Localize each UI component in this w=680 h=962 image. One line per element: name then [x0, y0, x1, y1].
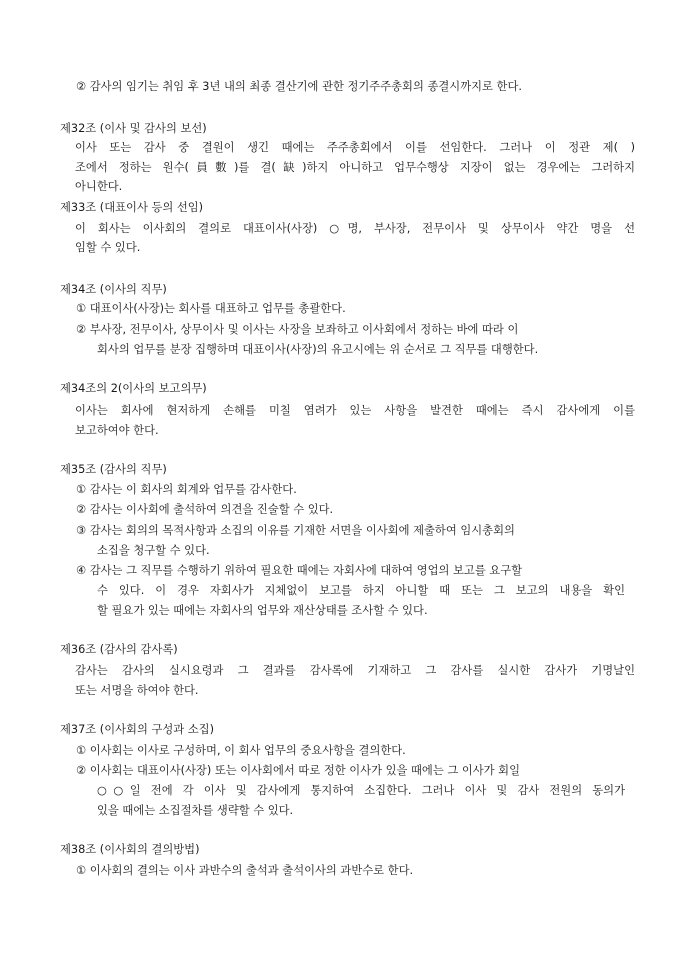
article-32-text: 아니한다.	[75, 180, 123, 193]
article-35-item-4-cont: 수 있다. 이 경우 자회사가 지체없이 보고를 하지 아니할 때 또는 그 보고의 내용을 확인	[97, 584, 625, 597]
article-34-item-2: ② 부사장, 전무이사, 상무이사 및 이사는 사장을 보좌하고 이사회에서 정하는 바에 따라 이	[76, 323, 519, 336]
article-34-heading: 제34조 (이사의 직무)	[60, 283, 167, 296]
article-37-heading: 제37조 (이사회의 구성과 소집)	[60, 723, 215, 736]
article-34-2-heading: 제34조의 2(이사의 보고의무)	[60, 382, 207, 395]
article-35-item-2: ② 감사는 이사회에 출석하여 의견을 진술할 수 있다.	[76, 503, 334, 516]
article-33-heading: 제33조 (대표이사 등의 선임)	[60, 201, 204, 214]
paragraph-text: ② 감사의 임기는 취임 후 3년 내의 최종 결산기에 관한 정기주주총회의 종결시까지로 한다.	[76, 80, 522, 93]
article-36-text: 또는 서명을 하여야 한다.	[75, 684, 199, 697]
article-35-item-3: ③ 감사는 회의의 목적사항과 소집의 이유를 기재한 서면을 이사회에 제출하여 임시총회의	[76, 524, 515, 537]
article-37-item-2-cont: ○○일 전에 각 이사 및 감사에게 통지하여 소집한다. 그러나 이사 및 감사 전원의 동의가	[97, 784, 625, 797]
article-33-text: 임할 수 있다.	[75, 241, 141, 254]
article-34-item-2-cont: 회사의 업무를 분장 집행하며 대표이사(사장)의 유고시에는 위 순서로 그 직무를 대행한다.	[97, 343, 539, 356]
article-37-item-2: ② 이사회는 대표이사(사장) 또는 이사회에서 따로 정한 이사가 있을 때에는 그 이사가 회일	[76, 764, 520, 777]
article-34-item-1: ① 대표이사(사장)는 회사를 대표하고 업무를 총괄한다.	[76, 302, 346, 315]
article-32-text: 이사 또는 감사 중 결원이 생긴 때에는 주주총회에서 이를 선임한다. 그러나 이 정관 제( )	[75, 141, 635, 154]
article-38-item-1: ① 이사회의 결의는 이사 과반수의 출석과 출석이사의 과반수로 한다.	[76, 864, 414, 877]
article-35-item-4-cont: 할 필요가 있는 때에는 자회사의 업무와 재산상태를 조사할 수 있다.	[97, 604, 428, 617]
article-32-heading: 제32조 (이사 및 감사의 보선)	[60, 122, 207, 135]
article-35-item-1: ① 감사는 이 회사의 회계와 업무를 감사한다.	[76, 483, 297, 496]
article-36-text: 감사는 감사의 실시요령과 그 결과를 감사록에 기재하고 그 감사를 실시한 감사가 기명날인	[75, 664, 635, 677]
article-34-2-text: 이사는 회사에 현저하게 손해를 미칠 염려가 있는 사항을 발견한 때에는 즉시 감사에게 이를	[75, 404, 635, 417]
article-35-heading: 제35조 (감사의 직무)	[60, 463, 167, 476]
article-38-heading: 제38조 (이사회의 결의방법)	[60, 843, 200, 856]
article-37-item-1: ① 이사회는 이사로 구성하며, 이 회사 업무의 중요사항을 결의한다.	[76, 744, 406, 757]
article-37-item-2-cont: 있을 때에는 소집절차를 생략할 수 있다.	[97, 804, 294, 817]
article-34-2-text: 보고하여야 한다.	[75, 424, 159, 437]
article-32-text: 조에서 정하는 원수(員數)를 결(缺)하지 아니하고 업무수행상 지장이 없는 경우에는 그러하지	[75, 161, 635, 174]
article-31-item-2	[76, 77, 522, 97]
article-36-heading: 제36조 (감사의 감사록)	[60, 643, 178, 656]
article-35-item-4: ④ 감사는 그 직무를 수행하기 위하여 필요한 때에는 자회사에 대하여 영업의 보고를 요구할	[76, 564, 523, 577]
article-33-text: 이 회사는 이사회의 결의로 대표이사(사장) ○명, 부사장, 전무이사 및 상무이사 약간 명을 선	[75, 222, 635, 235]
article-35-item-3-cont: 소집을 청구할 수 있다.	[97, 544, 210, 557]
